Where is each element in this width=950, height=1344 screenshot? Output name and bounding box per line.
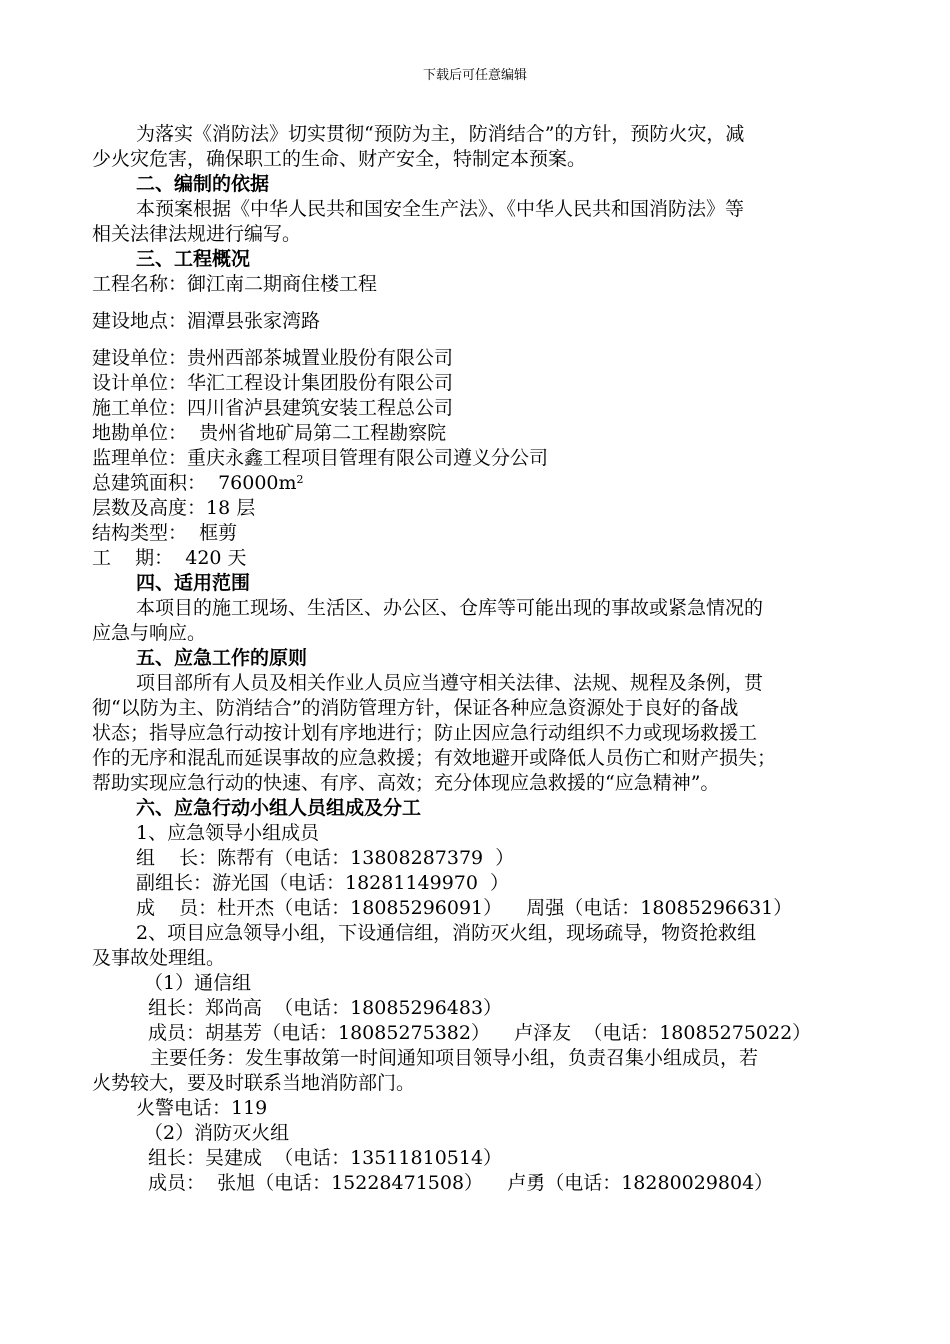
building-area-value: 总建筑面积： 76000m <box>92 472 297 494</box>
paragraph-line: 帮助实现应急行动的快速、有序、高效；充分体现应急救援的“应急精神”。 <box>92 772 720 794</box>
paragraph-line: 状态；指导应急行动按计划有序地进行；防止因应急行动组织不力或现场救援工 <box>92 722 758 744</box>
comm-task-line: 主要任务：发生事故第一时间通知项目领导小组，负责召集小组成员，若 <box>144 1047 759 1069</box>
comm-task-line: 火势较大，要及时联系当地消防部门。 <box>92 1072 416 1094</box>
paragraph-line: 相关法律法规进行编写。 <box>92 223 302 245</box>
paragraph-line: 作的无序和混乱而延误事故的应急救援；有效地避开或降低人员伤亡和财产损失； <box>92 747 777 769</box>
comm-group-members: 成员：胡基芳（电话：18085275382） 卢泽友 （电话：18085275022） <box>148 1022 812 1044</box>
comm-group-leader: 组长：郑尚高 （电话：18085296483） <box>148 997 503 1019</box>
intro-line: 少火灾危害，确保职工的生命、财产安全，特制定本预案。 <box>92 148 587 170</box>
paragraph-line: 本预案根据《中华人民共和国安全生产法》、《中华人民共和国消防法》等 <box>136 198 745 220</box>
paragraph-line: 2、项目应急领导小组，下设通信组，消防灭火组，现场疏导，物资抢救组 <box>136 922 757 944</box>
structure-type: 结构类型： 框剪 <box>92 522 238 544</box>
paragraph-line: 项目部所有人员及相关作业人员应当遵守相关法律、法规、规程及条例，贯 <box>136 672 764 694</box>
fire-group-members: 成员： 张旭（电话：15228471508） 卢勇（电话：18280029804） <box>148 1172 774 1194</box>
group-members: 成 员：杜开杰（电话：18085296091） 周强（电话：18085296631） <box>136 897 793 919</box>
project-name: 工程名称：御江南二期商住楼工程 <box>92 273 378 295</box>
section-heading: 三、工程概况 <box>136 248 251 270</box>
supervisor-unit: 监理单位：重庆永鑫工程项目管理有限公司遵义分公司 <box>92 447 549 469</box>
designer-unit: 设计单位：华汇工程设计集团股份有限公司 <box>92 372 454 394</box>
contractor-unit: 施工单位：四川省泸县建筑安装工程总公司 <box>92 397 454 419</box>
section-heading: 六、应急行动小组人员组成及分工 <box>136 797 422 819</box>
floors-height: 层数及高度：18 层 <box>92 497 256 519</box>
paragraph-line: 彻“以防为主、防消结合”的消防管理方针，保证各种应急资源处于良好的备战 <box>92 697 739 719</box>
group-leader: 组 长：陈帮有（电话：13808287379 ） <box>136 847 515 869</box>
construction-duration: 工 期： 420 天 <box>92 547 247 569</box>
survey-unit: 地勘单位： 贵州省地矿局第二工程勘察院 <box>92 422 447 444</box>
area-superscript: 2 <box>296 473 304 486</box>
page-header: 下载后可任意编辑 <box>422 68 527 83</box>
subsection-title: 1、应急领导小组成员 <box>136 822 320 844</box>
fire-group-title: （2）消防灭火组 <box>144 1122 290 1144</box>
section-heading: 四、适用范围 <box>136 572 251 594</box>
fire-group-leader: 组长：吴建成 （电话：13511810514） <box>148 1147 503 1169</box>
builder-unit: 建设单位：贵州西部茶城置业股份有限公司 <box>92 347 454 369</box>
section-heading: 五、应急工作的原则 <box>136 647 308 669</box>
intro-line: 为落实《消防法》切实贯彻“预防为主，防消结合”的方针，预防火灾，减 <box>136 123 745 145</box>
deputy-leader: 副组长：游光国（电话：18281149970 ） <box>136 872 510 894</box>
building-area <box>92 471 882 496</box>
fire-phone: 火警电话：119 <box>136 1097 268 1119</box>
paragraph-line: 及事故处理组。 <box>92 947 226 969</box>
paragraph-line: 应急与响应。 <box>92 622 207 644</box>
comm-group-title: （1）通信组 <box>144 972 252 994</box>
section-heading: 二、编制的依据 <box>136 173 270 195</box>
paragraph-line: 本项目的施工现场、生活区、办公区、仓库等可能出现的事故或紧急情况的 <box>136 597 764 619</box>
document-body <box>92 122 882 1196</box>
project-location: 建设地点：湄潭县张家湾路 <box>92 310 321 332</box>
